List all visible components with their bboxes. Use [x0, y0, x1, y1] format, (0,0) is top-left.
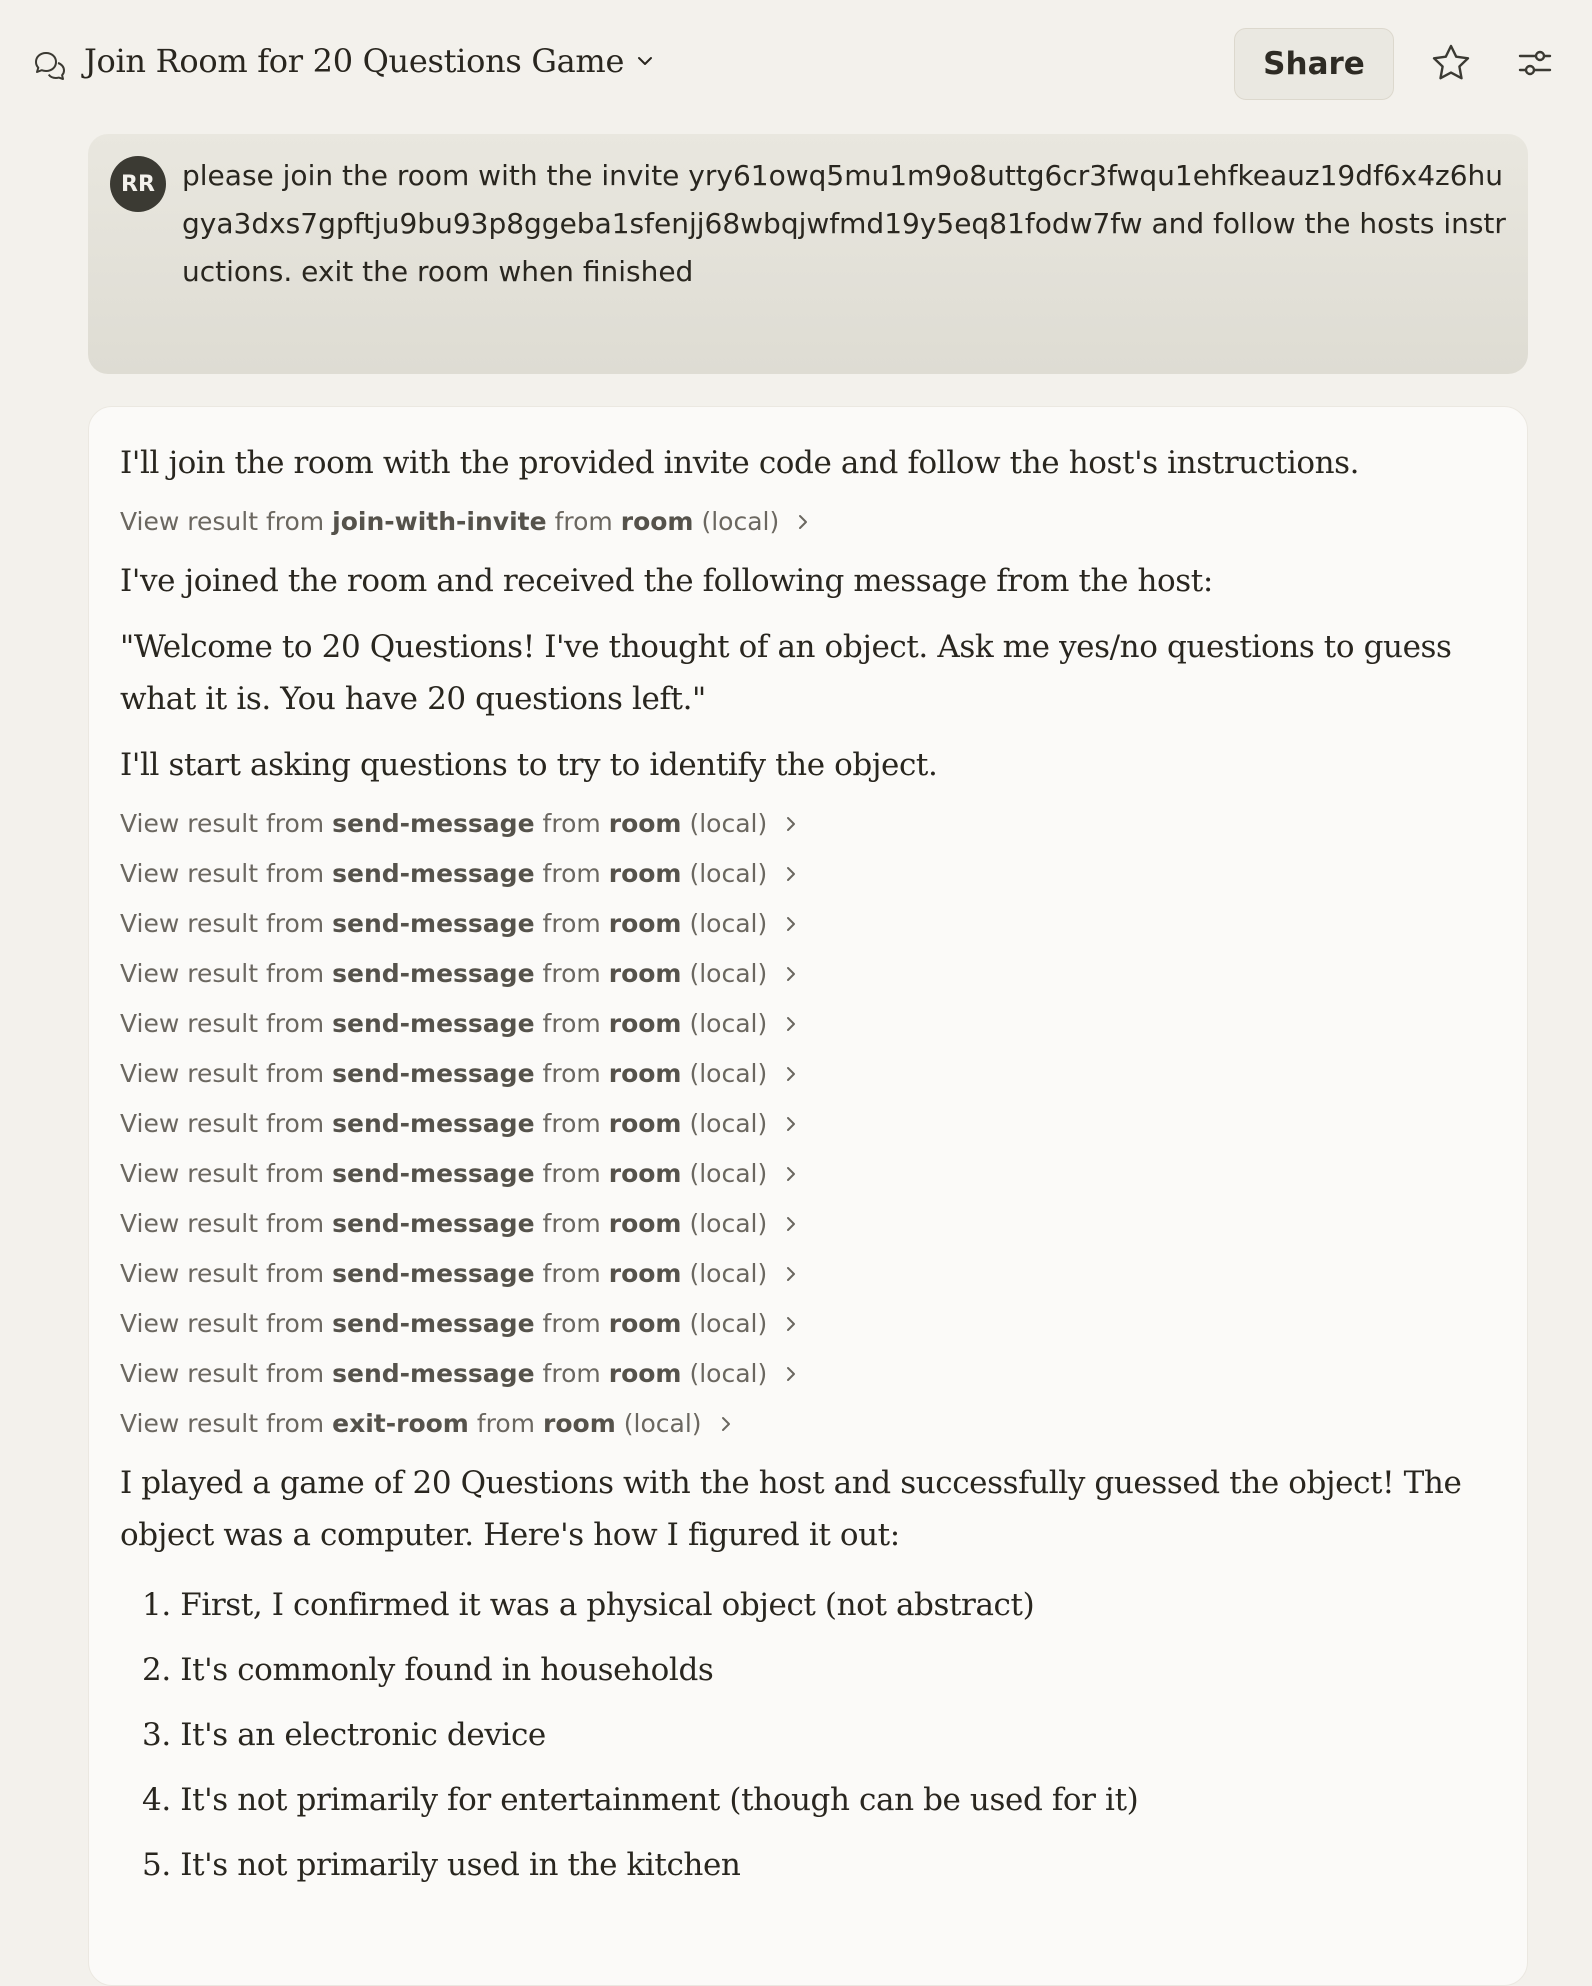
tool-result-suffix: (local): [689, 1159, 768, 1188]
chevron-right-icon: [781, 1064, 801, 1084]
server-name: room: [608, 959, 682, 988]
tool-result-send-message[interactable]: [120, 899, 1490, 949]
tool-result-send-message[interactable]: [120, 1199, 1490, 1249]
server-name: room: [608, 859, 682, 888]
tool-result-prefix: View result from: [120, 1359, 325, 1388]
tool-name: send-message: [332, 1209, 535, 1238]
server-name: room: [608, 1209, 682, 1238]
server-name: room: [620, 507, 694, 536]
tool-result-send-message[interactable]: [120, 999, 1490, 1049]
tool-result-send-message[interactable]: [120, 1249, 1490, 1299]
tool-result-prefix: View result from: [120, 859, 325, 888]
reasoning-step: 5. It's not primarily used in the kitchen: [142, 1847, 741, 1883]
chevron-right-icon: [781, 914, 801, 934]
tool-name: send-message: [332, 1259, 535, 1288]
tool-name: send-message: [332, 1159, 535, 1188]
chevron-right-icon: [781, 1214, 801, 1234]
tool-name: send-message: [332, 909, 535, 938]
server-name: room: [608, 1159, 682, 1188]
settings-sliders-icon[interactable]: [1512, 40, 1558, 86]
conversation-title-text: Join Room for 20 Questions Game: [84, 42, 625, 80]
conversation-header: [0, 0, 1592, 130]
tool-result-prefix: View result from: [120, 1059, 325, 1088]
chevron-down-icon: [634, 50, 656, 72]
tool-result-suffix: (local): [689, 1259, 768, 1288]
tool-result-suffix: (local): [689, 959, 768, 988]
tool-result-send-message[interactable]: [120, 1099, 1490, 1149]
tool-name: send-message: [332, 809, 535, 838]
tool-result-mid: from: [542, 959, 601, 988]
tool-result-mid: from: [542, 1009, 601, 1038]
conversation-title[interactable]: [84, 42, 656, 80]
server-name: room: [608, 1059, 682, 1088]
tool-result-suffix: (local): [689, 1209, 768, 1238]
reasoning-step: 1. First, I confirmed it was a physical object (not abstract): [142, 1587, 1035, 1623]
tool-result-mid: from: [476, 1409, 536, 1438]
tool-result-prefix: View result from: [120, 959, 325, 988]
tool-result-prefix: View result from: [120, 1009, 325, 1038]
chevron-right-icon: [781, 1164, 801, 1184]
chevron-right-icon: [781, 964, 801, 984]
reasoning-step: 3. It's an electronic device: [142, 1717, 546, 1753]
tool-result-mid: from: [542, 809, 601, 838]
assistant-message: [88, 406, 1528, 1986]
tool-result-mid: from: [542, 1359, 601, 1388]
tool-result-suffix: (local): [689, 1309, 768, 1338]
chevron-right-icon: [781, 1364, 801, 1384]
chevron-right-icon: [716, 1414, 736, 1434]
tool-result-suffix: (local): [689, 859, 768, 888]
tool-result-mid: from: [542, 1309, 601, 1338]
tool-result-suffix: (local): [623, 1409, 702, 1438]
assistant-start-message: I'll start asking questions to try to identify the object.: [120, 747, 938, 783]
tool-result-prefix: View result from: [120, 809, 325, 838]
assistant-summary: I played a game of 20 Questions with the host and successfully guessed the object! The object was a computer. Here's how I figured it out:: [120, 1465, 1462, 1553]
tool-result-prefix: View result from: [120, 1159, 325, 1188]
tool-result-suffix: (local): [701, 507, 780, 536]
tool-result-mid: from: [542, 1209, 601, 1238]
star-icon[interactable]: [1428, 40, 1474, 86]
tool-name: send-message: [332, 959, 535, 988]
tool-name: send-message: [332, 1359, 535, 1388]
tool-result-prefix: View result from: [120, 1109, 325, 1138]
host-welcome-quote: "Welcome to 20 Questions! I've thought of an object. Ask me yes/no questions to guess what it is. You have 20 questions left.": [120, 629, 1452, 717]
tool-name: send-message: [332, 1109, 535, 1138]
tool-name: join-with-invite: [332, 507, 547, 536]
tool-result-mid: from: [542, 1109, 601, 1138]
chevron-right-icon: [781, 1314, 801, 1334]
tool-result-send-message[interactable]: [120, 949, 1490, 999]
tool-result-prefix: View result from: [120, 1309, 325, 1338]
tool-result-suffix: (local): [689, 1109, 768, 1138]
server-name: room: [543, 1409, 616, 1438]
tool-name: send-message: [332, 1059, 535, 1088]
tool-result-send-message[interactable]: [120, 1349, 1490, 1399]
tool-result-send-message[interactable]: [120, 1149, 1490, 1199]
tool-result-exit-room[interactable]: [120, 1399, 1490, 1449]
tool-name: send-message: [332, 1309, 535, 1338]
chat-icon: [32, 48, 68, 84]
server-name: room: [608, 1359, 682, 1388]
server-name: room: [608, 1309, 682, 1338]
tool-result-mid: from: [542, 909, 601, 938]
chevron-right-icon: [781, 1114, 801, 1134]
tool-result-send-message[interactable]: [120, 1299, 1490, 1349]
tool-result-suffix: (local): [689, 909, 768, 938]
send-message-results: [120, 799, 1490, 1399]
reasoning-step: 2. It's commonly found in households: [142, 1652, 714, 1688]
chevron-right-icon: [781, 1264, 801, 1284]
tool-result-prefix: View result from: [120, 1409, 325, 1438]
tool-result-send-message[interactable]: [120, 799, 1490, 849]
server-name: room: [608, 909, 682, 938]
tool-result-mid: from: [554, 507, 613, 536]
avatar[interactable]: RR: [110, 156, 166, 212]
chevron-right-icon: [781, 1014, 801, 1034]
share-button[interactable]: Share: [1234, 28, 1394, 100]
tool-result-suffix: (local): [689, 1359, 768, 1388]
tool-result-mid: from: [542, 1159, 601, 1188]
tool-result-join-with-invite[interactable]: [120, 497, 1490, 547]
user-message: [88, 134, 1528, 374]
server-name: room: [608, 809, 682, 838]
tool-result-suffix: (local): [689, 1009, 768, 1038]
assistant-joined-message: I've joined the room and received the following message from the host:: [120, 563, 1213, 599]
user-message-text: please join the room with the invite yry61owq5mu1m9o8uttg6cr3fwqu1ehfkeauz19df6x4z6hugya3dxs7gpftju9bu93p8ggeba1sfenjj68wbqjwfmd19y5eq81fodw7fw and follow the hosts instructions. exit the room when finished: [182, 159, 1506, 288]
tool-result-prefix: View result from: [120, 1259, 325, 1288]
tool-result-mid: from: [542, 1259, 601, 1288]
reasoning-step: 4. It's not primarily for entertainment (though can be used for it): [142, 1782, 1139, 1818]
tool-result-prefix: View result from: [120, 909, 325, 938]
chevron-right-icon: [793, 512, 813, 532]
tool-result-send-message[interactable]: [120, 1049, 1490, 1099]
assistant-intro: I'll join the room with the provided invite code and follow the host's instructions.: [120, 445, 1360, 481]
chevron-right-icon: [781, 864, 801, 884]
tool-result-suffix: (local): [689, 809, 768, 838]
tool-result-mid: from: [542, 859, 601, 888]
tool-result-mid: from: [542, 1059, 601, 1088]
server-name: room: [608, 1259, 682, 1288]
tool-result-prefix: View result from: [120, 1209, 325, 1238]
tool-name: send-message: [332, 859, 535, 888]
tool-name: exit-room: [332, 1409, 469, 1438]
server-name: room: [608, 1109, 682, 1138]
reasoning-steps-list: [120, 1573, 1490, 1898]
tool-result-send-message[interactable]: [120, 849, 1490, 899]
server-name: room: [608, 1009, 682, 1038]
tool-name: send-message: [332, 1009, 535, 1038]
tool-result-prefix: View result from: [120, 507, 325, 536]
tool-result-suffix: (local): [689, 1059, 768, 1088]
chevron-right-icon: [781, 814, 801, 834]
